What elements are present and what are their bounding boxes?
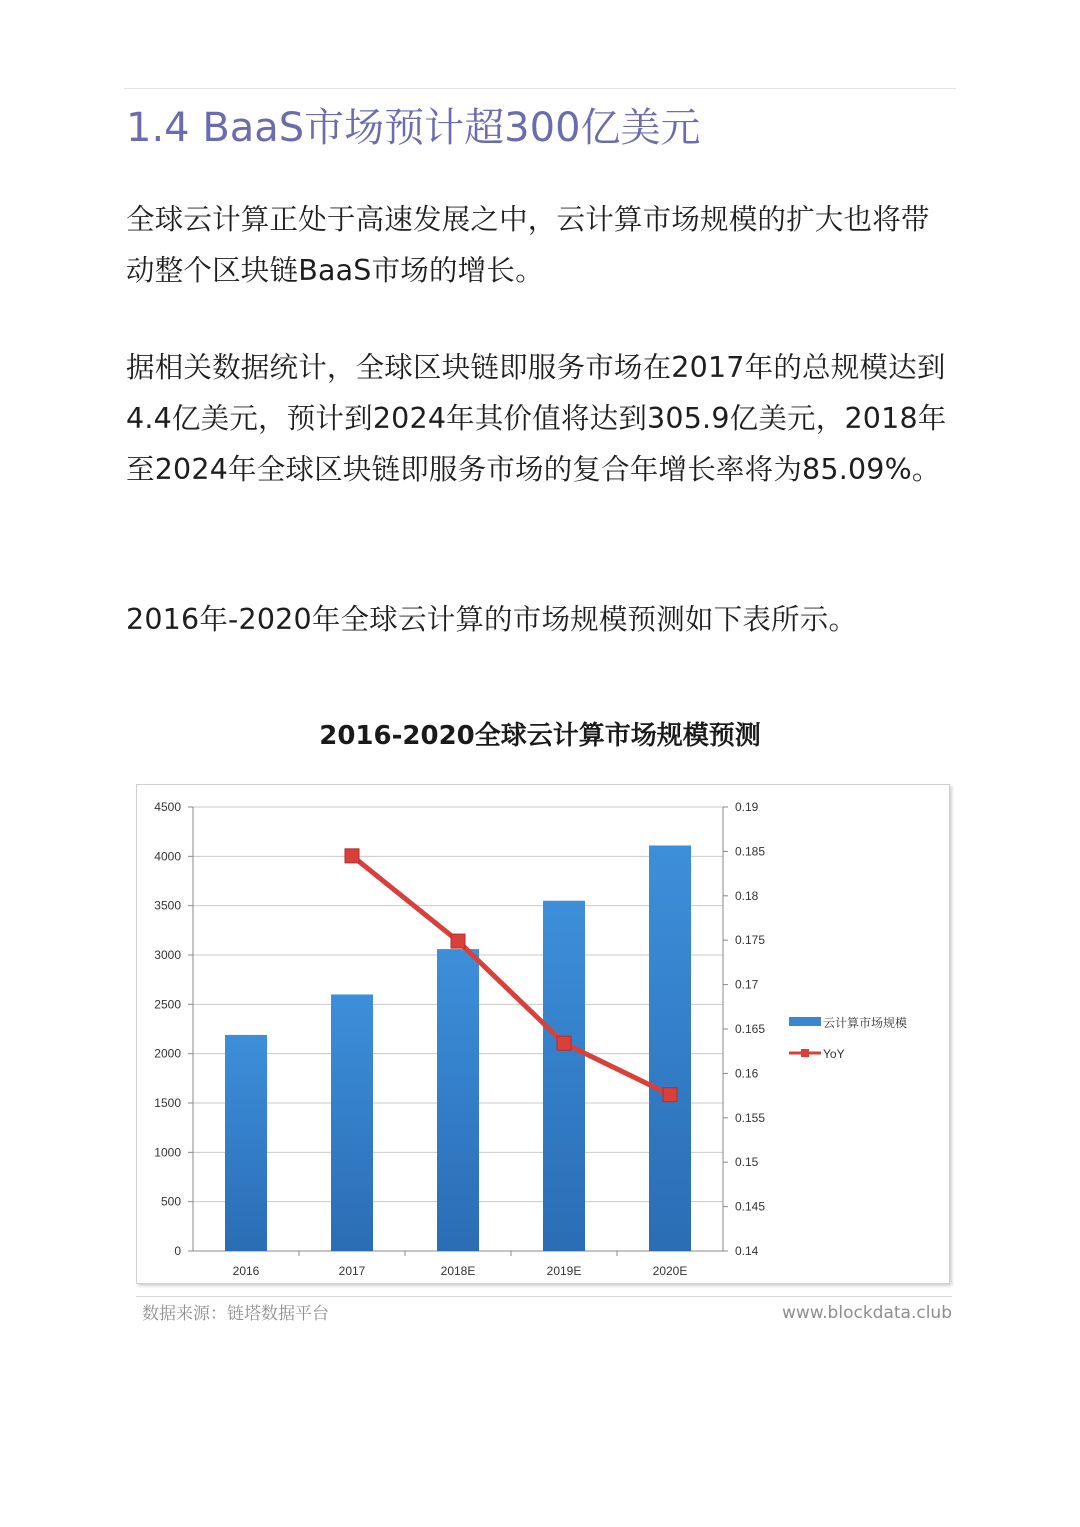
paragraph-baas-stats: 据相关数据统计，全球区块链即服务市场在2017年的总规模达到4.4亿美元，预计到2024年其价值将达到305.9亿美元，2018年至2024年全球区块链即服务市场的复合年增长率将为85.09%。 xyxy=(126,351,947,486)
bar xyxy=(437,949,479,1251)
left-axis-tick-label: 3500 xyxy=(154,898,181,913)
paragraph-cloud-growth: 全球云计算正处于高速发展之中，云计算市场规模的扩大也将带动整个区块链BaaS市场的增长。 xyxy=(126,203,930,287)
right-axis-tick-label: 0.185 xyxy=(735,844,766,859)
right-axis-tick-label: 0.14 xyxy=(735,1244,759,1258)
yoy-line xyxy=(352,856,670,1095)
yoy-point xyxy=(345,849,359,863)
yoy-point xyxy=(451,934,465,948)
chart-svg xyxy=(137,785,949,1283)
x-axis-tick-label: 2017 xyxy=(338,1264,366,1278)
left-axis-tick-label: 1000 xyxy=(154,1145,181,1160)
chart-title: 2016-2020全球云计算市场规模预测 xyxy=(319,721,761,751)
bottom-divider xyxy=(136,1296,952,1297)
legend-label-yoy: YoY xyxy=(823,1047,845,1061)
right-axis-tick-label: 0.145 xyxy=(735,1199,766,1214)
bar xyxy=(331,994,373,1251)
right-axis-tick-label: 0.18 xyxy=(735,888,759,903)
legend-swatch-bar xyxy=(789,1017,821,1026)
chart-frame xyxy=(136,784,950,1284)
paragraph-chart-intro: 2016年-2020年全球云计算的市场规模预测如下表所示。 xyxy=(126,603,858,636)
legend-label-market-size: 云计算市场规模 xyxy=(823,1016,908,1030)
left-axis-tick-label: 2500 xyxy=(154,997,181,1012)
bar xyxy=(543,901,585,1251)
left-axis-tick-label: 4000 xyxy=(154,849,181,864)
right-axis-tick-label: 0.15 xyxy=(735,1155,759,1170)
right-axis-tick-label: 0.16 xyxy=(735,1066,759,1081)
bar xyxy=(649,845,691,1251)
left-axis-tick-label: 2000 xyxy=(154,1046,181,1061)
yoy-point xyxy=(557,1036,571,1050)
left-axis-tick-label: 500 xyxy=(160,1194,181,1209)
left-axis-tick-label: 1500 xyxy=(154,1096,181,1110)
legend-swatch-marker xyxy=(801,1049,809,1057)
right-axis-tick-label: 0.175 xyxy=(735,933,766,948)
right-axis-tick-label: 0.19 xyxy=(735,800,759,814)
top-divider xyxy=(124,88,956,89)
data-source: 数据来源：链塔数据平台 xyxy=(142,1304,329,1324)
section-title: 1.4 BaaS市场预计超300亿美元 xyxy=(126,105,701,151)
x-axis-tick-label: 2018E xyxy=(440,1264,476,1278)
x-axis-tick-label: 2019E xyxy=(546,1264,582,1278)
x-axis-tick-label: 2016 xyxy=(232,1264,260,1278)
right-axis-tick-label: 0.165 xyxy=(735,1022,766,1036)
website-url[interactable]: www.blockdata.club xyxy=(782,1303,952,1323)
left-axis-tick-label: 0 xyxy=(174,1244,181,1258)
right-axis-tick-label: 0.155 xyxy=(735,1110,766,1125)
right-axis-tick-label: 0.17 xyxy=(735,977,759,992)
x-axis-tick-label: 2020E xyxy=(652,1264,688,1278)
left-axis-tick-label: 3000 xyxy=(154,948,181,962)
bar xyxy=(225,1035,267,1251)
left-axis-tick-label: 4500 xyxy=(154,800,181,814)
yoy-point xyxy=(663,1088,677,1102)
